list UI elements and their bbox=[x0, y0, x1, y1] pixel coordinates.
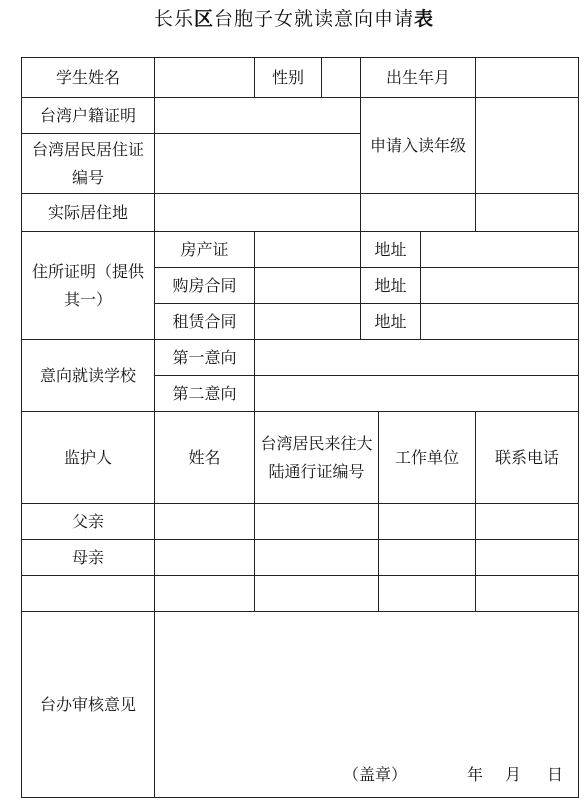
grade-field[interactable] bbox=[476, 98, 579, 194]
guardian-name-header: 姓名 bbox=[155, 412, 255, 504]
phone-header: 联系电话 bbox=[476, 412, 579, 504]
lease-contract-field[interactable] bbox=[255, 304, 361, 340]
first-choice-field[interactable] bbox=[255, 340, 579, 376]
property-address-label: 地址 bbox=[361, 232, 421, 268]
actual-address-extra-field-2[interactable] bbox=[476, 194, 579, 232]
stamp-label: （盖章） bbox=[343, 765, 408, 784]
residence-proof-label: 住所证明（提供其一） bbox=[22, 232, 155, 340]
purchase-contract-field[interactable] bbox=[255, 268, 361, 304]
intended-school-label: 意向就读学校 bbox=[22, 340, 155, 412]
first-choice-label: 第一意向 bbox=[155, 340, 255, 376]
guardian-label: 监护人 bbox=[22, 412, 155, 504]
property-cert-field[interactable] bbox=[255, 232, 361, 268]
second-choice-label: 第二意向 bbox=[155, 376, 255, 412]
purchase-address-label: 地址 bbox=[361, 268, 421, 304]
actual-address-label: 实际居住地 bbox=[22, 194, 155, 232]
extra-name-field[interactable] bbox=[155, 576, 255, 612]
father-label: 父亲 bbox=[22, 504, 155, 540]
mother-label: 母亲 bbox=[22, 540, 155, 576]
extra-permit-field[interactable] bbox=[255, 576, 379, 612]
mother-permit-field[interactable] bbox=[255, 540, 379, 576]
father-phone-field[interactable] bbox=[476, 504, 579, 540]
father-employer-field[interactable] bbox=[379, 504, 476, 540]
resident-permit-field[interactable] bbox=[155, 134, 361, 194]
actual-address-field[interactable] bbox=[155, 194, 361, 232]
extra-employer-field[interactable] bbox=[379, 576, 476, 612]
hukou-field[interactable] bbox=[155, 98, 361, 134]
grade-label: 申请入读年级 bbox=[361, 98, 476, 194]
father-permit-field[interactable] bbox=[255, 504, 379, 540]
office-review-field[interactable] bbox=[155, 612, 579, 798]
lease-contract-label: 租赁合同 bbox=[155, 304, 255, 340]
signature-line bbox=[155, 761, 578, 789]
year-label: 年 bbox=[467, 765, 484, 784]
birth-field[interactable] bbox=[476, 58, 579, 98]
lease-address-label: 地址 bbox=[361, 304, 421, 340]
student-name-label: 学生姓名 bbox=[22, 58, 155, 98]
employer-header: 工作单位 bbox=[379, 412, 476, 504]
month-label: 月 bbox=[505, 765, 522, 784]
mother-phone-field[interactable] bbox=[476, 540, 579, 576]
office-review-label: 台办审核意见 bbox=[22, 612, 155, 798]
mainland-permit-header: 台湾居民来往大陆通行证编号 bbox=[255, 412, 379, 504]
birth-label: 出生年月 bbox=[361, 58, 476, 98]
student-name-field[interactable] bbox=[155, 58, 255, 98]
extra-guardian-label-field[interactable] bbox=[22, 576, 155, 612]
day-label: 日 bbox=[547, 765, 564, 784]
purchase-address-field[interactable] bbox=[421, 268, 579, 304]
property-cert-label: 房产证 bbox=[155, 232, 255, 268]
hukou-label: 台湾户籍证明 bbox=[22, 98, 155, 134]
second-choice-field[interactable] bbox=[255, 376, 579, 412]
lease-address-field[interactable] bbox=[421, 304, 579, 340]
extra-phone-field[interactable] bbox=[476, 576, 579, 612]
property-address-field[interactable] bbox=[421, 232, 579, 268]
resident-permit-label: 台湾居民居住证编号 bbox=[22, 134, 155, 194]
page-title: 长乐区台胞子女就读意向申请表 bbox=[153, 8, 435, 30]
actual-address-extra-field[interactable] bbox=[361, 194, 476, 232]
gender-label: 性别 bbox=[255, 58, 322, 98]
father-name-field[interactable] bbox=[155, 504, 255, 540]
gender-field[interactable] bbox=[322, 58, 361, 98]
purchase-contract-label: 购房合同 bbox=[155, 268, 255, 304]
mother-employer-field[interactable] bbox=[379, 540, 476, 576]
application-form bbox=[21, 57, 579, 798]
mother-name-field[interactable] bbox=[155, 540, 255, 576]
